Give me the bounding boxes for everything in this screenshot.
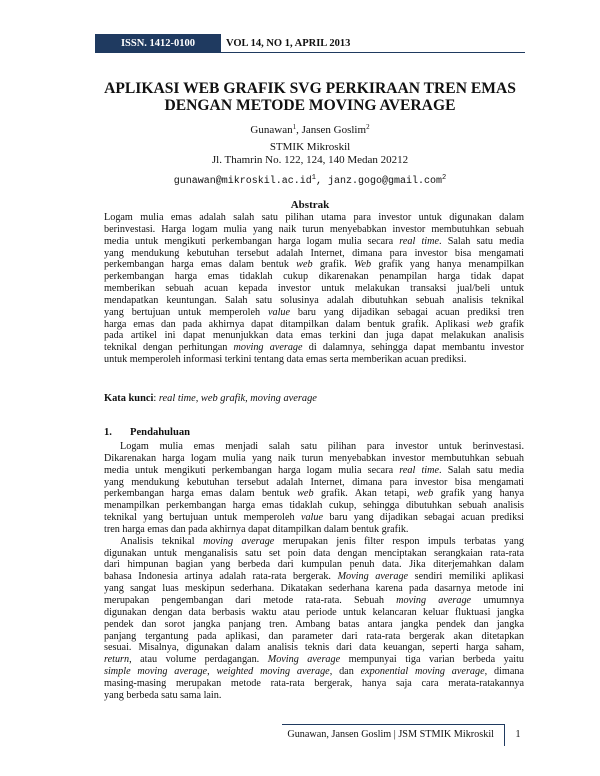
text-line: digunakan untuk menganalisis satu set poin data dengan menciptakan serangkaian rata-rata [104,547,524,559]
author-1: Gunawan [250,124,293,136]
text-line: tren harga emas dan pada akhirnya dapat ditampilkan dalam bentuk grafik. [104,523,409,535]
section-heading [104,427,190,438]
issn-badge: ISSN. 1412-0100 [95,34,221,53]
text-line: berinvestasi. Harga logam mulia yang naik turun menyebabkan investor membutuhkan sebuah [104,223,524,235]
text-line: perkembangan harga emas dalam bentuk web grafik. Akan tetapi, web grafik yang hanya [104,488,524,500]
text-line: pendek dan sorot jangka panjang tren. Ambang batas antara jangka pendek dan jangka [104,618,524,630]
address: Jl. Thamrin No. 122, 124, 140 Medan 20212 [211,154,409,166]
text-line: teknikal dengan perhitungan moving average di dalamnya, sehingga dapat membantu investor [104,342,524,354]
footer-rule [282,724,504,725]
email-1[interactable]: gunawan@mikroskil.ac.id [173,176,312,187]
section-body [104,441,524,702]
text-line: media untuk mengikuti perkembangan harga logam mulia secara real time. Salah satu media [104,464,524,476]
abstract-heading: Abstrak [290,199,330,211]
text-line: Dikarenakan harga logam mulia yang naik turun menyebabkan investor membutuhkan sebuah [104,452,524,464]
keywords-label: Kata kunci [104,393,154,404]
text-line: teknikal yang bertujuan untuk memperoleh value baru yang dijadikan sebagai acuan prediksi [104,512,524,524]
text-line: return, atau volume perdagangan. Moving average mempunyai tiga varian berbeda yaitu [104,654,524,666]
text-line: pada artikel ini dapat menunjukkan data emas terkini dan juga dapat melakukan analisis [104,330,524,342]
text-line: yang mendukung kebutuhan tersebut adalah Internet, dimana para investor bisa mengamati [104,476,524,488]
author-2: Jansen Goslim [301,124,367,136]
text-line: media untuk mengikuti perkembangan harga logam mulia secara real time. Salah satu media [104,235,524,247]
text-line: yang berbeda satu sama lain. [104,689,222,701]
author-separator: , [296,124,302,136]
emails [95,175,525,188]
authors [95,123,525,137]
text-line: digunakan dengan data berbasis waktu atau periode untuk kelancaran keluar fluktuasi jangka [104,606,524,618]
text-line: yang bertujuan untuk memperoleh value baru yang dijadikan sebagai acuan prediksi tren [104,306,524,318]
email-separator: , [315,176,328,187]
text-line: panjang tergantung pada aplikasi, dan parameter dari rata-rata bergerak akan ditetapkan [104,630,524,642]
text-line: simple moving average, weighted moving average, dan exponential moving average, dimana [104,666,524,678]
title-line-2: DENGAN METODE MOVING AVERAGE [164,97,456,114]
text-line: dari himpunan bagian yang berbeda dari kumpulan penuh data. Jika diterjemahkan dalam [104,559,524,571]
text-line: harga emas dan pada akhirnya dapat ditampilkan dalam bentuk grafik. Aplikasi web grafik [104,318,524,330]
section-title: Pendahuluan [130,427,191,438]
footer-text: Gunawan, Jansen Goslim | JSM STMIK Mikroskil [287,729,494,740]
volume-label: VOL 14, NO 1, APRIL 2013 [226,38,351,49]
institution: STMIK Mikroskil [269,141,351,153]
text-line: Logam mulia emas adalah salah satu pilihan utama para investor untuk digunakan dalam [104,212,524,223]
text-line: Analisis teknikal moving average merupakan jenis filter respon impuls terbatas yang [120,535,524,547]
text-line: perkembangan harga emas tidaklah cukup dikarenakan penampilan harga tidak dapat [104,271,524,283]
email-2[interactable]: janz.gogo@gmail.com [328,176,443,187]
email-1-sup: 1 [311,174,316,182]
text-line: bahasa Indonesia artinya adalah rata-rata bergerak. Moving average sendiri memiliki aplikasi [104,571,524,583]
text-line: menampilkan perkembangan harga emas tidaklah cukup, sehingga dibutuhkan sebuah analisis [104,500,524,512]
text-line: untuk memperoleh informasi terkini tentang data emas serta memberikan acuan prediksi. [104,354,467,366]
email-2-sup: 2 [442,174,447,182]
text-line: sesuai. Misalnya, digunakan dalam analisis teknis dari data keuangan, seperti harga saham, [104,642,524,654]
text-line: merupakan pengembangan dari metode rata-rata. Sebuah moving average umumnya [104,594,524,606]
text-line: perkembangan harga emas dalam bentuk web grafik. Web grafik yang hanya menampilkan [104,259,524,271]
author-2-sup: 2 [366,123,370,131]
title-line-1: APLIKASI WEB GRAFIK SVG PERKIRAAN TREN EMAS [104,80,516,97]
paper-title [95,80,525,114]
text-line: yang sangat luas meskipun sederhana. Dikatakan sederhana karena pada dasarnya metode ini [104,583,524,595]
author-1-sup: 1 [292,123,297,131]
text-line: Logam mulia emas menjadi salah satu pilihan para investor untuk berinvestasi. [120,441,524,452]
abstract-body [104,212,524,366]
text-line: mendapatkan keuntungan. Salah satu solusinya adalah dibutuhkan sebuah analisis teknikal [104,294,524,306]
text-line: yang mendukung kebutuhan tersebut adalah Internet, dimana para investor bisa mengamati [104,247,524,259]
keywords-value: real time, web grafik, moving average [158,393,317,404]
keywords: Kata kunci: real time, web grafik, moving average [104,393,317,404]
text-line: masing-masing merupakan metode rata-rata bergerak, hanya saja cara merata-ratakannya [104,677,524,689]
text-line: memberikan sebuah acuan kepada investor untuk melakukan transaksi jual/beli untuk [104,283,524,295]
page-number: 1 [504,724,531,746]
affiliation [95,141,525,167]
section-number: 1. [104,427,112,438]
